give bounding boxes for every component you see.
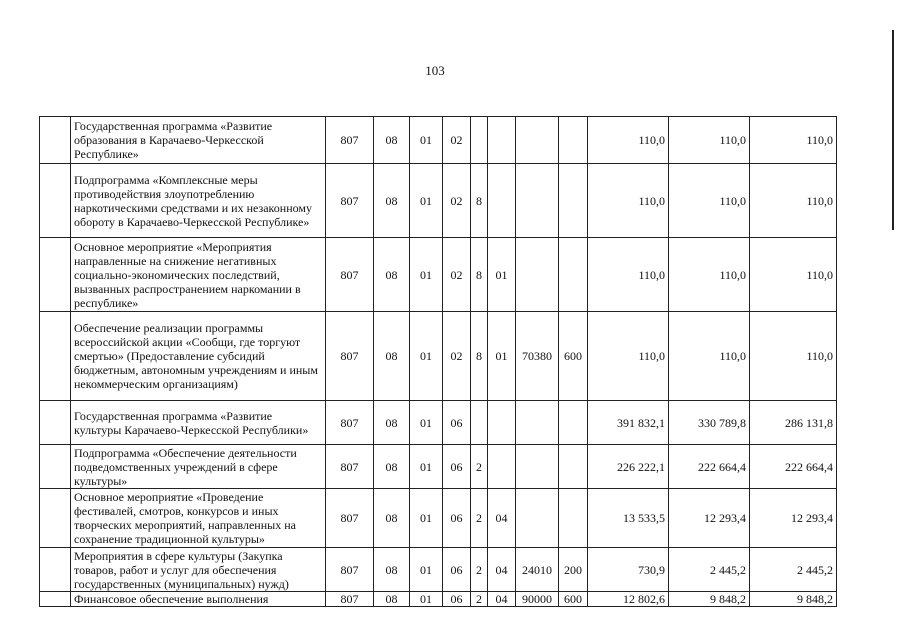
direction-code-cell: 90000	[516, 592, 559, 607]
sum-year3-cell: 286 131,8	[750, 401, 837, 445]
subprogram-code-cell: 8	[471, 238, 488, 312]
expense-type-code-cell	[559, 117, 588, 164]
section-code-cell: 08	[374, 401, 410, 445]
section-code-cell: 08	[374, 117, 410, 164]
expense-type-code-cell	[559, 238, 588, 312]
subprogram-code-cell	[471, 401, 488, 445]
main-measure-code-cell: 01	[488, 238, 516, 312]
table-row	[40, 445, 837, 489]
direction-code-cell	[516, 401, 559, 445]
sum-year1-cell: 110,0	[588, 117, 669, 164]
sum-year1-cell: 110,0	[588, 238, 669, 312]
sum-year3-cell: 9 848,2	[750, 592, 837, 607]
item-name-cell: Финансовое обеспечение выполнения	[71, 592, 326, 607]
direction-code-cell	[516, 117, 559, 164]
grbs-code-cell: 807	[326, 238, 374, 312]
row-number-cell	[40, 592, 71, 607]
sum-year3-cell: 12 293,4	[750, 489, 837, 548]
sum-year1-cell: 730,9	[588, 548, 669, 592]
section-code-cell: 08	[374, 592, 410, 607]
sum-year3-cell: 222 664,4	[750, 445, 837, 489]
budget-table	[39, 116, 837, 607]
table-row	[40, 117, 837, 164]
subprogram-code-cell	[471, 117, 488, 164]
subsection-code-cell: 01	[410, 592, 443, 607]
main-measure-code-cell	[488, 401, 516, 445]
scan-edge-line	[892, 30, 894, 230]
item-name-cell: Подпрограмма «Обеспечение деятельности подведомственных учреждений в сфере культуры»	[71, 445, 326, 489]
sum-year2-cell: 9 848,2	[669, 592, 750, 607]
section-code-cell: 08	[374, 445, 410, 489]
sum-year1-cell: 13 533,5	[588, 489, 669, 548]
expense-type-code-cell: 200	[559, 548, 588, 592]
page-number: 103	[425, 63, 445, 78]
table-row	[40, 312, 837, 401]
sum-year2-cell: 110,0	[669, 312, 750, 401]
sum-year1-cell: 226 222,1	[588, 445, 669, 489]
row-number-cell	[40, 445, 71, 489]
expense-type-code-cell: 600	[559, 592, 588, 607]
section-code-cell: 08	[374, 164, 410, 238]
sum-year3-cell: 2 445,2	[750, 548, 837, 592]
table-row	[40, 592, 837, 607]
item-name-cell: Основное мероприятие «Мероприятия направленные на снижение негативных социально-экономических последствий, вызванных распространением наркомании в республике»	[71, 238, 326, 312]
program-code-cell: 06	[443, 401, 471, 445]
table-row	[40, 489, 837, 548]
main-measure-code-cell: 04	[488, 548, 516, 592]
subsection-code-cell: 01	[410, 117, 443, 164]
main-measure-code-cell: 04	[488, 489, 516, 548]
grbs-code-cell: 807	[326, 164, 374, 238]
grbs-code-cell: 807	[326, 489, 374, 548]
item-name-cell: Основное мероприятие «Проведение фестивалей, смотров, конкурсов и иных творческих мероприятий, направленных на сохранение традиционной культуры»	[71, 489, 326, 548]
row-number-cell	[40, 548, 71, 592]
sum-year2-cell: 222 664,4	[669, 445, 750, 489]
subsection-code-cell: 01	[410, 238, 443, 312]
main-measure-code-cell: 01	[488, 312, 516, 401]
program-code-cell: 06	[443, 592, 471, 607]
section-code-cell: 08	[374, 238, 410, 312]
sum-year2-cell: 12 293,4	[669, 489, 750, 548]
sum-year1-cell: 391 832,1	[588, 401, 669, 445]
grbs-code-cell: 807	[326, 117, 374, 164]
grbs-code-cell: 807	[326, 312, 374, 401]
row-number-cell	[40, 489, 71, 548]
table-row	[40, 401, 837, 445]
main-measure-code-cell	[488, 164, 516, 238]
subsection-code-cell: 01	[410, 164, 443, 238]
subprogram-code-cell: 8	[471, 312, 488, 401]
subprogram-code-cell: 2	[471, 548, 488, 592]
program-code-cell: 06	[443, 445, 471, 489]
sum-year2-cell: 330 789,8	[669, 401, 750, 445]
grbs-code-cell: 807	[326, 445, 374, 489]
subprogram-code-cell: 2	[471, 489, 488, 548]
row-number-cell	[40, 238, 71, 312]
sum-year3-cell: 110,0	[750, 238, 837, 312]
direction-code-cell	[516, 489, 559, 548]
direction-code-cell: 70380	[516, 312, 559, 401]
expense-type-code-cell	[559, 401, 588, 445]
table-row	[40, 238, 837, 312]
sum-year1-cell: 110,0	[588, 312, 669, 401]
sum-year1-cell: 12 802,6	[588, 592, 669, 607]
program-code-cell: 02	[443, 164, 471, 238]
sum-year2-cell: 110,0	[669, 238, 750, 312]
table-row	[40, 164, 837, 238]
grbs-code-cell: 807	[326, 548, 374, 592]
expense-type-code-cell	[559, 164, 588, 238]
grbs-code-cell: 807	[326, 401, 374, 445]
subsection-code-cell: 01	[410, 312, 443, 401]
direction-code-cell	[516, 445, 559, 489]
program-code-cell: 02	[443, 238, 471, 312]
row-number-cell	[40, 312, 71, 401]
program-code-cell: 06	[443, 548, 471, 592]
sum-year1-cell: 110,0	[588, 164, 669, 238]
program-code-cell: 06	[443, 489, 471, 548]
expense-type-code-cell	[559, 489, 588, 548]
sum-year2-cell: 2 445,2	[669, 548, 750, 592]
main-measure-code-cell: 04	[488, 592, 516, 607]
program-code-cell: 02	[443, 312, 471, 401]
subprogram-code-cell: 8	[471, 164, 488, 238]
item-name-cell: Государственная программа «Развитие культуры Карачаево-Черкесской Республики»	[71, 401, 326, 445]
item-name-cell: Подпрограмма «Комплексные меры противодействия злоупотреблению наркотическими средствами и их незаконному обороту в Карачаево-Черкесской Республике»	[71, 164, 326, 238]
item-name-cell: Государственная программа «Развитие образования в Карачаево-Черкесской Республике»	[71, 117, 326, 164]
section-code-cell: 08	[374, 548, 410, 592]
main-measure-code-cell	[488, 445, 516, 489]
sum-year3-cell: 110,0	[750, 164, 837, 238]
row-number-cell	[40, 164, 71, 238]
subsection-code-cell: 01	[410, 401, 443, 445]
subprogram-code-cell: 2	[471, 592, 488, 607]
direction-code-cell: 24010	[516, 548, 559, 592]
direction-code-cell	[516, 238, 559, 312]
section-code-cell: 08	[374, 312, 410, 401]
item-name-cell: Мероприятия в сфере культуры (Закупка товаров, работ и услуг для обеспечения государственных (муниципальных) нужд)	[71, 548, 326, 592]
sum-year2-cell: 110,0	[669, 164, 750, 238]
subsection-code-cell: 01	[410, 489, 443, 548]
section-code-cell: 08	[374, 489, 410, 548]
table-row	[40, 548, 837, 592]
subsection-code-cell: 01	[410, 548, 443, 592]
main-measure-code-cell	[488, 117, 516, 164]
sum-year3-cell: 110,0	[750, 312, 837, 401]
program-code-cell: 02	[443, 117, 471, 164]
row-number-cell	[40, 401, 71, 445]
sum-year3-cell: 110,0	[750, 117, 837, 164]
expense-type-code-cell: 600	[559, 312, 588, 401]
grbs-code-cell: 807	[326, 592, 374, 607]
row-number-cell	[40, 117, 71, 164]
subsection-code-cell: 01	[410, 445, 443, 489]
expense-type-code-cell	[559, 445, 588, 489]
subprogram-code-cell: 2	[471, 445, 488, 489]
sum-year2-cell: 110,0	[669, 117, 750, 164]
item-name-cell: Обеспечение реализации программы всероссийской акции «Сообщи, где торгуют смертью» (Предоставление субсидий бюджетным, автономным учреждениям и иным некоммерческим организациям)	[71, 312, 326, 401]
direction-code-cell	[516, 164, 559, 238]
